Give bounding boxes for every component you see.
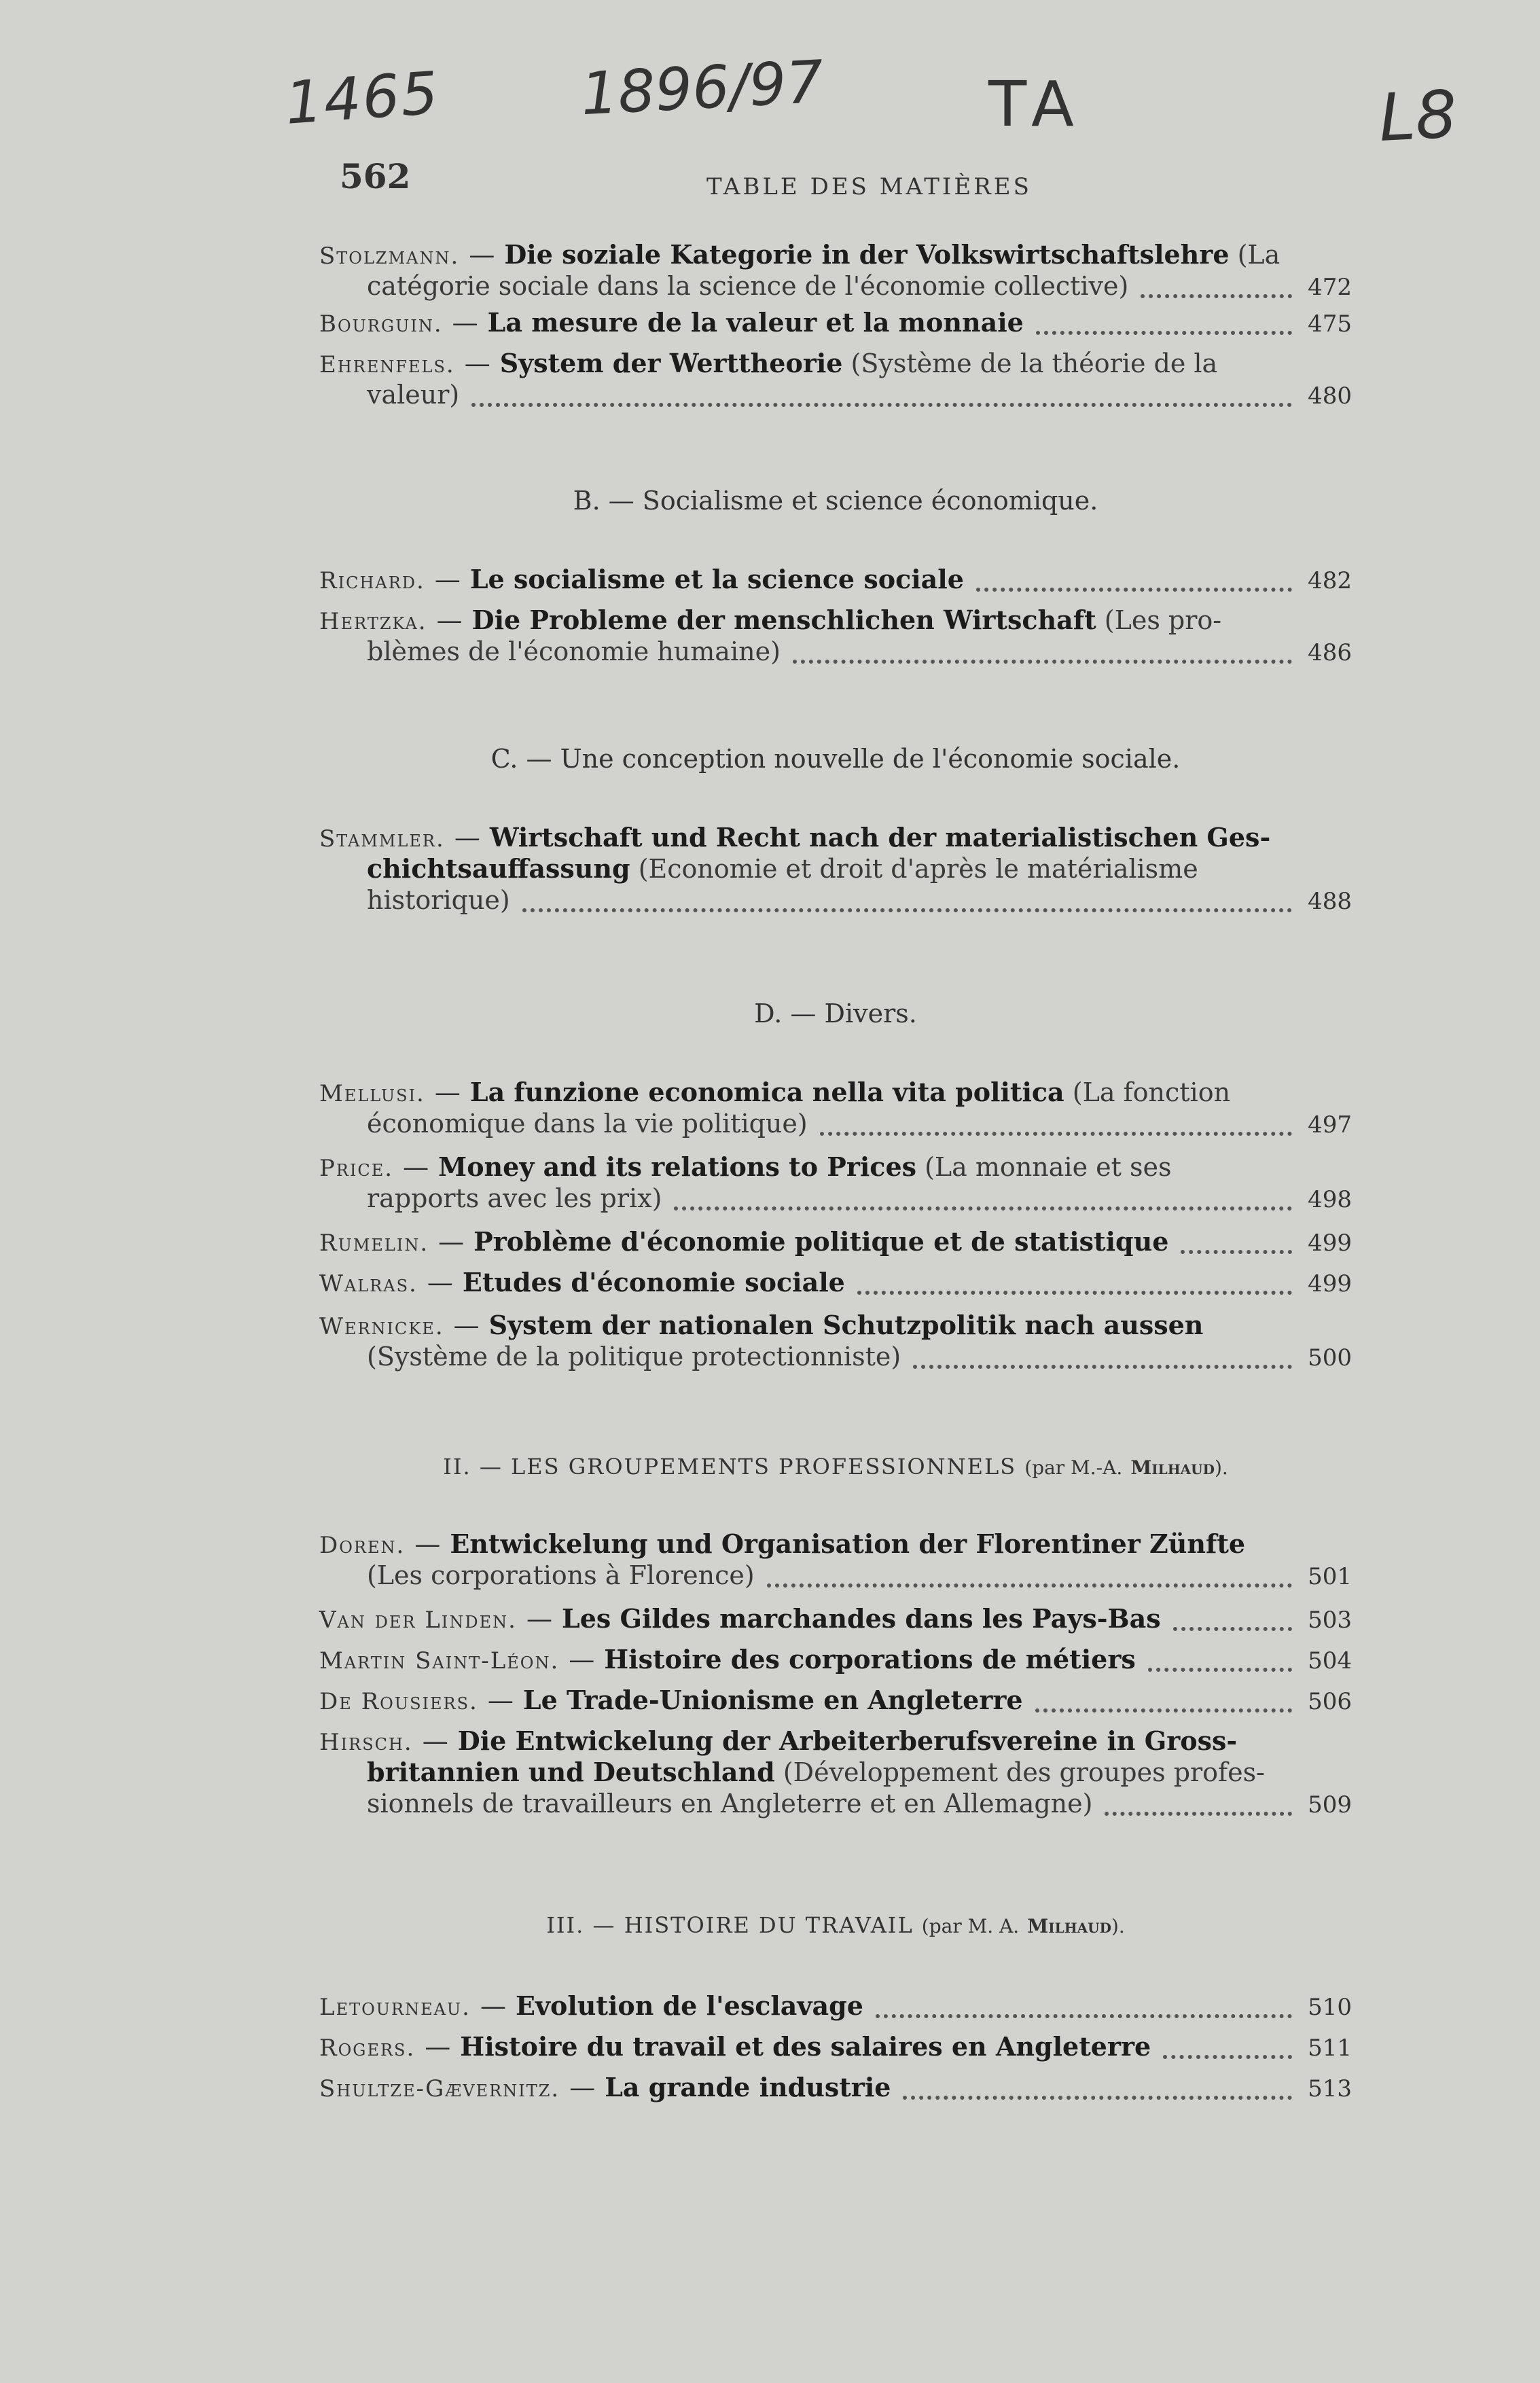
toc-entry: Shultze-Gævernitz. — La grande industrie 513	[319, 2072, 1352, 2103]
dot-leader	[674, 1193, 1292, 1211]
entry-translation: (La fonction	[1072, 1077, 1231, 1107]
toc-entry: De Rousiers. — Le Trade-Unionisme en Angleterre 506	[319, 1685, 1352, 1716]
entry-author: Hertzka.	[319, 608, 427, 635]
toc-entry: Hertzka. — Die Probleme der menschlichen Wirtschaft (Les pro- blèmes de l'économie humaine) 486	[319, 605, 1352, 667]
entry-title: Histoire des corporations de métiers	[604, 1644, 1136, 1674]
running-head: TABLE DES MATIÈRES	[706, 173, 1032, 200]
entry-page: 504	[1308, 1647, 1352, 1674]
page-number: 562	[340, 156, 411, 196]
section-heading: D. — Divers.	[754, 999, 917, 1028]
dot-leader	[767, 1570, 1292, 1588]
entry-author: Shultze-Gævernitz.	[319, 2075, 560, 2102]
entry-title: System der Werttheorie	[499, 348, 843, 378]
entry-translation: (Développement des groupes profes-	[783, 1757, 1265, 1787]
toc-entry: Rogers. — Histoire du travail et des salaires en Angleterre 511	[319, 2031, 1352, 2062]
toc-entry: Price. — Money and its relations to Prices (La monnaie et ses rapports avec les prix) 498	[319, 1151, 1352, 1214]
entry-author: Stolzmann.	[319, 243, 460, 270]
entry-translation: (Economie et droit d'après le matérialisme	[638, 854, 1198, 884]
entry-title: Histoire du travail et des salaires en Angleterre	[460, 2031, 1151, 2062]
entry-translation: rapports avec les prix)	[367, 1183, 662, 1213]
entry-translation: (Les pro-	[1104, 605, 1222, 635]
entry-author: Mellusi.	[319, 1080, 425, 1107]
entry-translation: (La monnaie et ses	[925, 1152, 1172, 1182]
entry-page: 500	[1308, 1344, 1352, 1372]
entry-page: 480	[1308, 382, 1352, 410]
section-heading	[319, 1909, 1352, 1939]
entry-page: 498	[1308, 1186, 1352, 1213]
entry-author: Rogers.	[319, 2035, 416, 2062]
dot-leader	[793, 646, 1292, 664]
entry-translation: (Système de la politique protectionniste)	[367, 1342, 901, 1372]
entry-author: De Rousiers.	[319, 1688, 478, 1715]
entry-title: La grande industrie	[605, 2072, 891, 2102]
entry-author: Hirsch.	[319, 1729, 413, 1756]
entry-translation: catégorie sociale dans la science de l'économie collective)	[367, 271, 1129, 301]
dot-leader	[976, 574, 1292, 592]
entry-page: 503	[1308, 1607, 1352, 1634]
handwritten-shelf-mark: 1465	[283, 59, 442, 138]
handwritten-mark: L8	[1377, 76, 1459, 156]
entry-translation: blèmes de l'économie humaine)	[367, 637, 781, 666]
entry-page: 499	[1308, 1230, 1352, 1257]
entry-author: Richard.	[319, 567, 425, 594]
entry-title: Evolution de l'esclavage	[515, 1990, 863, 2021]
toc-entry: Mellusi. — La funzione economica nella vita politica (La fonction économique dans la vie politique) 497	[319, 1077, 1352, 1139]
entry-translation: historique)	[367, 885, 510, 915]
entry-title: Die Probleme der menschlichen Wirtschaft	[471, 605, 1096, 635]
toc-entry: Bourguin. — La mesure de la valeur et la monnaie 475	[319, 307, 1352, 338]
entry-title: Le socialisme et la science sociale	[469, 564, 964, 594]
entry-title: System der nationalen Schutzpolitik nach aussen	[488, 1310, 1204, 1340]
toc-entry: Doren. — Entwickelung und Organisation der Florentiner Zünfte (Les corporations à Florence) 501	[319, 1528, 1352, 1591]
entry-author: Stammler.	[319, 825, 445, 853]
toc-entry: Ehrenfels. — System der Werttheorie (Système de la théorie de la valeur) 480	[319, 348, 1352, 410]
entry-author: Doren.	[319, 1532, 406, 1559]
entry-title-cont: britannien und Deutschland	[367, 1757, 775, 1787]
toc-entry: Hirsch. — Die Entwickelung der Arbeiterberufsvereine in Gross- britannien und Deutschland (Développement des groupes profes- sionnels de travailleurs en Angleterre et en Allemagne) 509	[319, 1725, 1352, 1819]
entry-title: Le Trade-Unionisme en Angleterre	[522, 1685, 1023, 1715]
entry-title: Die soziale Kategorie in der Volkswirtschaftslehre	[504, 239, 1230, 270]
toc-entry: Van der Linden. — Les Gildes marchandes dans les Pays-Bas 503	[319, 1603, 1352, 1634]
entry-page: 499	[1308, 1270, 1352, 1297]
dot-leader	[522, 895, 1292, 912]
entry-title-cont: chichtsauffassung	[367, 853, 630, 884]
entry-translation: économique dans la vie politique)	[367, 1109, 808, 1139]
entry-title: Problème d'économie politique et de statistique	[473, 1226, 1169, 1257]
entry-translation: valeur)	[367, 380, 460, 410]
entry-page: 497	[1308, 1111, 1352, 1139]
section-heading-main: III. — HISTOIRE DU TRAVAIL	[546, 1912, 914, 1938]
section-heading-name: Milhaud	[1130, 1456, 1215, 1479]
dot-leader	[1173, 1613, 1292, 1631]
section-heading-main: II. — LES GROUPEMENTS PROFESSIONNELS	[443, 1454, 1017, 1480]
section-heading-by: (par M.-A.	[1024, 1456, 1123, 1479]
dot-leader	[1035, 1695, 1292, 1713]
entry-page: 501	[1308, 1563, 1352, 1590]
entry-translation: (Système de la théorie de la	[850, 348, 1218, 378]
dot-leader	[1141, 281, 1292, 298]
entry-page: 482	[1308, 567, 1352, 594]
toc-entry: Martin Saint-Léon. — Histoire des corporations de métiers 504	[319, 1644, 1352, 1675]
dot-leader	[471, 389, 1292, 407]
toc-entry: Rumelin. — Problème d'économie politique et de statistique 499	[319, 1226, 1352, 1257]
entry-title: Wirtschaft und Recht nach der materialistischen Ges-	[489, 822, 1271, 853]
section-heading-name: Milhaud	[1027, 1915, 1111, 1937]
dot-leader	[913, 1351, 1292, 1369]
entry-author: Wernicke.	[319, 1313, 444, 1340]
section-heading-end: ).	[1111, 1915, 1125, 1937]
entry-author: Bourguin.	[319, 310, 443, 338]
handwritten-code: TA	[988, 68, 1084, 141]
toc-entry: Stammler. — Wirtschaft und Recht nach der materialistischen Ges- chichtsauffassung (Economie et droit d'après le matérialisme historique) 488	[319, 822, 1352, 916]
entry-title: La mesure de la valeur et la monnaie	[487, 307, 1024, 338]
dot-leader	[903, 2082, 1292, 2100]
handwritten-years: 1896/97	[579, 48, 825, 129]
entry-translation: (Les corporations à Florence)	[367, 1560, 755, 1590]
entry-author: Walras.	[319, 1270, 418, 1297]
entry-title: Money and its relations to Prices	[438, 1151, 917, 1182]
dot-leader	[1148, 1654, 1292, 1672]
entry-title: Les Gildes marchandes dans les Pays-Bas	[561, 1603, 1161, 1634]
dot-leader	[1036, 317, 1292, 335]
entry-translation: sionnels de travailleurs en Angleterre et en Allemagne)	[367, 1789, 1093, 1818]
toc-entry: Wernicke. — System der nationalen Schutzpolitik nach aussen (Système de la politique protectionniste) 500	[319, 1310, 1352, 1372]
toc-entry: Walras. — Etudes d'économie sociale 499	[319, 1267, 1352, 1298]
toc-entry: Richard. — Le socialisme et la science sociale 482	[319, 564, 1352, 595]
dot-leader	[876, 2001, 1292, 2018]
entry-title: Etudes d'économie sociale	[462, 1267, 845, 1297]
entry-translation: (La	[1237, 240, 1281, 270]
section-heading-by: (par M. A.	[921, 1915, 1020, 1937]
entry-page: 488	[1308, 888, 1352, 915]
section-heading-end: ).	[1214, 1456, 1228, 1479]
dot-leader	[1181, 1236, 1292, 1254]
entry-page: 472	[1308, 274, 1352, 301]
entry-title: Die Entwickelung der Arbeiterberufsvereine in Gross-	[457, 1725, 1238, 1756]
entry-page: 511	[1308, 2035, 1352, 2062]
entry-page: 513	[1308, 2075, 1352, 2102]
section-heading	[319, 1450, 1352, 1480]
entry-page: 506	[1308, 1688, 1352, 1715]
entry-title: Entwickelung und Organisation der Florentiner Zünfte	[450, 1528, 1246, 1559]
entry-page: 509	[1308, 1791, 1352, 1818]
entry-author: Van der Linden.	[319, 1607, 517, 1634]
dot-leader	[1105, 1798, 1292, 1816]
entry-author: Ehrenfels.	[319, 351, 455, 378]
section-heading: B. — Socialisme et science économique.	[573, 486, 1098, 516]
entry-title: La funzione economica nella vita politica	[469, 1077, 1064, 1107]
toc-entry: Stolzmann. — Die soziale Kategorie in der Volkswirtschaftslehre (La catégorie sociale dans la science de l'économie collective) 472	[319, 239, 1352, 302]
entry-page: 510	[1308, 1994, 1352, 2021]
dot-leader	[857, 1277, 1292, 1295]
dot-leader	[1163, 2041, 1292, 2059]
entry-author: Letourneau.	[319, 1994, 471, 2021]
section-heading: C. — Une conception nouvelle de l'économie sociale.	[490, 744, 1181, 774]
dot-leader	[820, 1118, 1292, 1136]
entry-author: Price.	[319, 1155, 394, 1182]
entry-page: 486	[1308, 639, 1352, 666]
toc-entry: Letourneau. — Evolution de l'esclavage 510	[319, 1990, 1352, 2022]
entry-author: Martin Saint-Léon.	[319, 1647, 560, 1674]
entry-author: Rumelin.	[319, 1230, 429, 1257]
entry-page: 475	[1308, 310, 1352, 338]
